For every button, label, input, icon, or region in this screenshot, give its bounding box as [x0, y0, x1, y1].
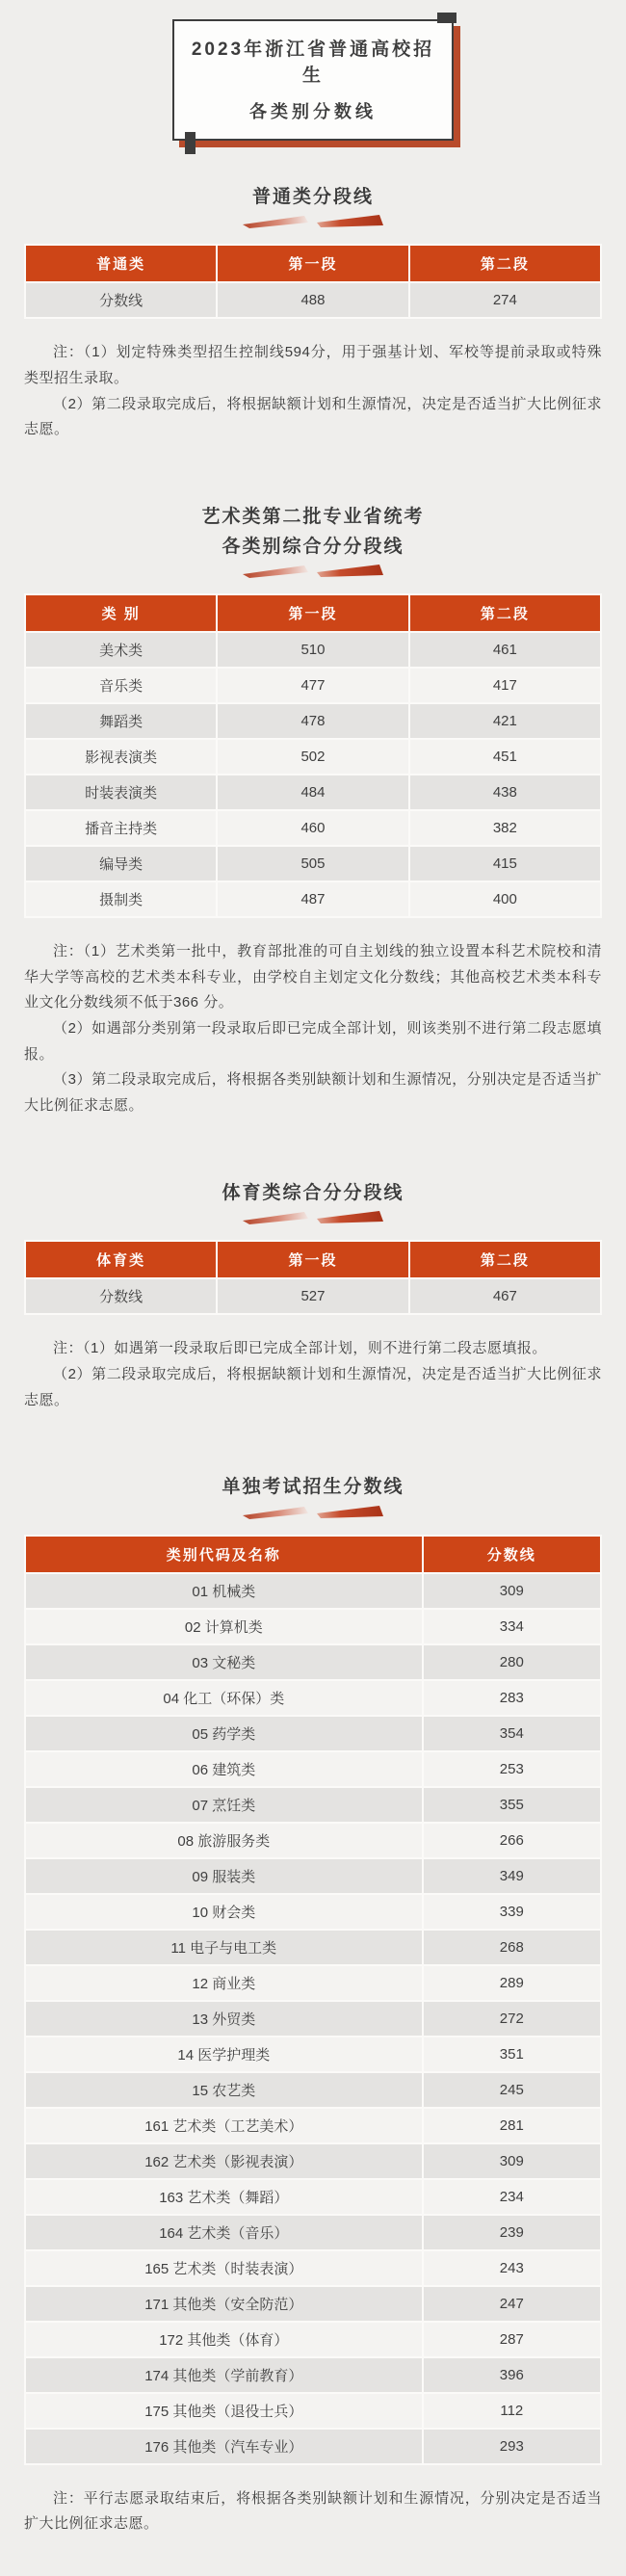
table-cell: 245: [423, 2072, 601, 2108]
table-row: [25, 810, 601, 846]
table-cell: 影视表演类: [25, 739, 217, 775]
table-cell: 510: [217, 632, 408, 668]
separate-exam-score-table: [24, 1535, 602, 2465]
art-score-table: [24, 593, 602, 918]
table-row: [25, 2001, 601, 2037]
brush-stroke-icon: [24, 564, 602, 580]
note-text: 注：（1）艺术类第一批中，教育部批准的可自主划线的独立设置本科艺术院校和清华大学等高校的艺术类本科专业，由学校自主划定文化分数线；其他高校艺术类本科专业文化分数线须不低于366 分。: [24, 942, 602, 1012]
table-header-row: [25, 594, 601, 632]
table-cell: 309: [423, 1573, 601, 1609]
table-cell: 播音主持类: [25, 810, 217, 846]
table-row: [25, 2250, 601, 2286]
table-row: [25, 2429, 601, 2464]
table-cell: 247: [423, 2286, 601, 2322]
note-text: 注：（1）如遇第一段录取后即已完成全部计划，则不进行第二段志愿填报。: [53, 1340, 547, 1357]
table-cell: 253: [423, 1751, 601, 1787]
brush-stroke-icon: [24, 1505, 602, 1521]
table-cell: 461: [409, 632, 601, 668]
table-cell: 382: [409, 810, 601, 846]
table-cell: 478: [217, 703, 408, 739]
table-cell: 163 艺术类（舞蹈）: [25, 2179, 423, 2215]
section-separate-heading: 单独考试招生分数线: [222, 1477, 404, 1498]
table-cell: 272: [423, 2001, 601, 2037]
table-cell: 467: [409, 1278, 601, 1314]
table-cell: 415: [409, 846, 601, 881]
table-cell: 172 其他类（体育）: [25, 2322, 423, 2357]
table-cell: 112: [423, 2393, 601, 2429]
page-title-line1: 2023年浙江省普通高校招生: [191, 39, 435, 86]
table-row: [25, 1930, 601, 1965]
table-cell: 421: [409, 703, 601, 739]
table-row: [25, 1644, 601, 1680]
table-row: [25, 2072, 601, 2108]
table-row: [25, 2215, 601, 2250]
table-cell: 161 艺术类（工艺美术）: [25, 2108, 423, 2143]
section-separate-exam: [24, 1473, 602, 2537]
sports-score-table: [24, 1240, 602, 1315]
table-row: [25, 668, 601, 703]
table-cell: 14 医学护理类: [25, 2037, 423, 2072]
section-general: [24, 183, 602, 443]
table-row: [25, 1965, 601, 2001]
table-cell: 03 文秘类: [25, 1644, 423, 1680]
table-header-cell: 类别代码及名称: [25, 1536, 423, 1573]
table-cell: 175 其他类（退役士兵）: [25, 2393, 423, 2429]
table-header-row: [25, 1241, 601, 1278]
table-cell: 293: [423, 2429, 601, 2464]
table-cell: 281: [423, 2108, 601, 2143]
table-header-row: [25, 1536, 601, 1573]
table-row: [25, 2179, 601, 2215]
table-header-cell: 分数线: [423, 1536, 601, 1573]
section-art: [24, 503, 602, 1119]
table-cell: 02 计算机类: [25, 1609, 423, 1644]
table-cell: 334: [423, 1609, 601, 1644]
table-row: [25, 739, 601, 775]
corner-square-icon: [185, 132, 196, 154]
table-header-cell: 第一段: [217, 594, 408, 632]
table-row: [25, 1751, 601, 1787]
table-row: [25, 1278, 601, 1314]
table-row: [25, 1716, 601, 1751]
table-cell: 音乐类: [25, 668, 217, 703]
table-cell: 280: [423, 1644, 601, 1680]
brush-stroke-icon: [24, 214, 602, 230]
table-cell: 时装表演类: [25, 775, 217, 810]
separate-exam-table-body: [25, 1573, 601, 2464]
note-text: （3）第二段录取完成后，将根据各类别缺额计划和生源情况，分别决定是否适当扩大比例征求志愿。: [24, 1071, 602, 1115]
general-score-table: [24, 244, 602, 319]
table-header-cell: 普通类: [25, 245, 217, 282]
table-cell: 309: [423, 2143, 601, 2179]
table-row: [25, 1894, 601, 1930]
table-cell: 274: [409, 282, 601, 318]
table-cell: 美术类: [25, 632, 217, 668]
table-cell: 分数线: [25, 282, 217, 318]
note-text: 注：（1）划定特殊类型招生控制线594分，用于强基计划、军校等提前录取或特殊类型招生录取。: [24, 344, 602, 387]
table-cell: 289: [423, 1965, 601, 2001]
table-cell: 355: [423, 1787, 601, 1823]
table-cell: 01 机械类: [25, 1573, 423, 1609]
table-header-cell: 第二段: [409, 594, 601, 632]
table-cell: 13 外贸类: [25, 2001, 423, 2037]
table-cell: 400: [409, 881, 601, 917]
table-cell: 351: [423, 2037, 601, 2072]
note-text: （2）如遇部分类别第一段录取后即已完成全部计划，则该类别不进行第二段志愿填报。: [24, 1019, 602, 1063]
table-header-cell: 体育类: [25, 1241, 217, 1278]
table-row: [25, 1858, 601, 1894]
table-cell: 234: [423, 2179, 601, 2215]
brush-stroke-icon: [24, 1210, 602, 1226]
sports-table-body: [25, 1278, 601, 1314]
table-row: [25, 2108, 601, 2143]
section-general-heading: 普通类分段线: [251, 187, 374, 207]
table-cell: 分数线: [25, 1278, 217, 1314]
section-art-heading-line2: 各类别综合分分段线: [222, 536, 404, 557]
table-cell: 174 其他类（学前教育）: [25, 2357, 423, 2393]
table-cell: 10 财会类: [25, 1894, 423, 1930]
page-title-line2: 各类别分数线: [249, 102, 377, 121]
table-row: [25, 2286, 601, 2322]
table-row: [25, 2357, 601, 2393]
sports-notes: [24, 1336, 602, 1413]
table-row: [25, 2322, 601, 2357]
table-cell: 09 服装类: [25, 1858, 423, 1894]
table-cell: 176 其他类（汽车专业）: [25, 2429, 423, 2464]
table-cell: 354: [423, 1716, 601, 1751]
note-text: （2）第二段录取完成后，将根据缺额计划和生源情况，决定是否适当扩大比例征求志愿。: [24, 395, 602, 438]
table-cell: 05 药学类: [25, 1716, 423, 1751]
table-cell: 舞蹈类: [25, 703, 217, 739]
table-header-cell: 第二段: [409, 1241, 601, 1278]
art-notes: [24, 939, 602, 1119]
table-cell: 243: [423, 2250, 601, 2286]
table-cell: 477: [217, 668, 408, 703]
table-row: [25, 881, 601, 917]
table-row: [25, 282, 601, 318]
section-art-heading-line1: 艺术类第二批专业省统考: [201, 507, 425, 528]
table-cell: 12 商业类: [25, 1965, 423, 2001]
table-row: [25, 775, 601, 810]
table-header-row: [25, 245, 601, 282]
note-text: （2）第二段录取完成后，将根据缺额计划和生源情况，决定是否适当扩大比例征求志愿。: [24, 1365, 602, 1408]
general-notes: [24, 340, 602, 443]
table-row: [25, 846, 601, 881]
table-header-cell: 类 别: [25, 594, 217, 632]
table-row: [25, 1573, 601, 1609]
table-cell: 484: [217, 775, 408, 810]
table-cell: 488: [217, 282, 408, 318]
table-cell: 摄制类: [25, 881, 217, 917]
table-row: [25, 632, 601, 668]
table-cell: 438: [409, 775, 601, 810]
table-cell: 502: [217, 739, 408, 775]
title-box: [172, 19, 454, 141]
table-cell: 451: [409, 739, 601, 775]
table-cell: 283: [423, 1680, 601, 1716]
table-cell: 266: [423, 1823, 601, 1858]
table-cell: 527: [217, 1278, 408, 1314]
table-header-cell: 第一段: [217, 1241, 408, 1278]
table-cell: 15 农艺类: [25, 2072, 423, 2108]
table-cell: 505: [217, 846, 408, 881]
separate-exam-notes: [24, 2486, 602, 2537]
table-cell: 339: [423, 1894, 601, 1930]
table-cell: 349: [423, 1858, 601, 1894]
table-row: [25, 2393, 601, 2429]
table-cell: 287: [423, 2322, 601, 2357]
table-header-cell: 第一段: [217, 245, 408, 282]
section-sports: [24, 1179, 602, 1413]
table-cell: 165 艺术类（时装表演）: [25, 2250, 423, 2286]
table-cell: 487: [217, 881, 408, 917]
table-row: [25, 1609, 601, 1644]
table-row: [25, 703, 601, 739]
table-cell: 162 艺术类（影视表演）: [25, 2143, 423, 2179]
table-cell: 460: [217, 810, 408, 846]
table-cell: 06 建筑类: [25, 1751, 423, 1787]
table-cell: 04 化工（环保）类: [25, 1680, 423, 1716]
art-table-body: [25, 632, 601, 917]
table-cell: 编导类: [25, 846, 217, 881]
table-cell: 171 其他类（安全防范）: [25, 2286, 423, 2322]
table-cell: 08 旅游服务类: [25, 1823, 423, 1858]
table-cell: 268: [423, 1930, 601, 1965]
table-cell: 164 艺术类（音乐）: [25, 2215, 423, 2250]
table-row: [25, 1787, 601, 1823]
table-row: [25, 2143, 601, 2179]
note-text: 注：平行志愿录取结束后，将根据各类别缺额计划和生源情况，分别决定是否适当扩大比例征求志愿。: [24, 2489, 602, 2533]
table-header-cell: 第二段: [409, 245, 601, 282]
table-cell: 417: [409, 668, 601, 703]
table-cell: 239: [423, 2215, 601, 2250]
table-cell: 396: [423, 2357, 601, 2393]
table-row: [25, 1680, 601, 1716]
table-cell: 11 电子与电工类: [25, 1930, 423, 1965]
table-row: [25, 2037, 601, 2072]
table-cell: 07 烹饪类: [25, 1787, 423, 1823]
general-table-body: [25, 282, 601, 318]
section-sports-heading: 体育类综合分分段线: [222, 1182, 404, 1203]
table-row: [25, 1823, 601, 1858]
corner-square-icon: [437, 13, 456, 23]
